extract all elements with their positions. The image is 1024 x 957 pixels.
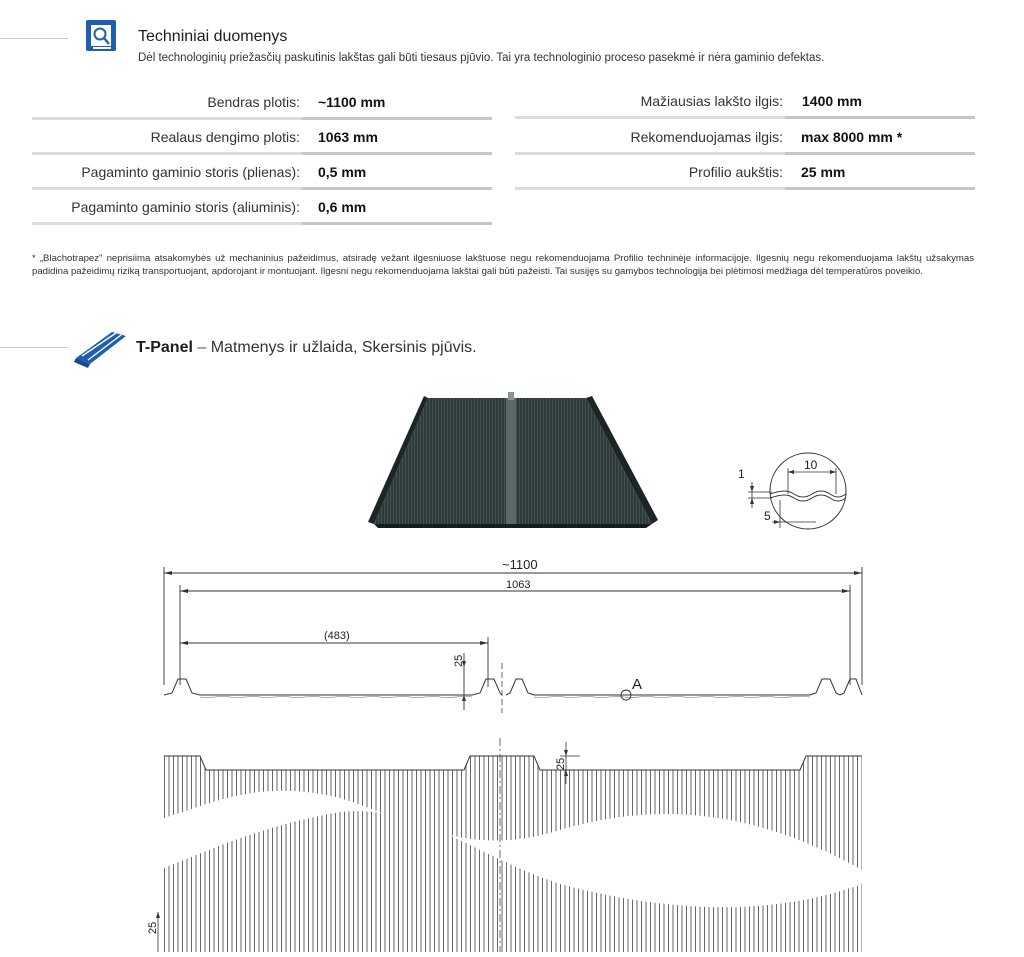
cross-section-drawing <box>150 555 880 715</box>
spec-label: Pagaminto gaminio storis (plienas): <box>81 164 300 180</box>
spec-value: 1400 mm <box>802 93 862 109</box>
dim-label: 25 <box>555 757 567 770</box>
section-subtitle: Dėl technologinių priežasčių paskutinis lakštas gali būti tiesaus pjūvio. Tai yra technologinio proceso pasekmė ir nėra gaminio defektas. <box>138 52 825 64</box>
spec-label: Realaus dengimo plotis: <box>150 129 300 145</box>
spec-row <box>32 156 492 190</box>
row-divider <box>32 117 492 120</box>
footnote: * „Blachotrapez" neprisiima atsakomybės už mechaninius pažeidimus, atsiradę vežant ilgesniuose lakštuose negu rekomenduojama Profilio techninėje informacijoje. Ilgesnių negu rekomenduojama lakštų užsakymas padidina pažeidimų riziką transportuojant, apdorojant ir montuojant. Ilgesni negu rekomenduojama lakštai gali būti pažeisti. Tai susijęs su gamybos technologija bei plėtimosi medžiaga dėl temperatūros poveikio. <box>32 253 974 277</box>
spec-value: ~1100 mm <box>318 94 386 110</box>
spec-value: 1063 mm <box>318 129 378 145</box>
dim-label: 1 <box>738 467 745 481</box>
spec-value: max 8000 mm * <box>801 129 903 145</box>
row-divider <box>32 222 492 225</box>
spec-row <box>515 85 975 119</box>
spec-value: 0,6 mm <box>318 199 367 215</box>
spec-value: 0,5 mm <box>318 164 367 180</box>
spec-row <box>32 86 492 120</box>
row-divider <box>32 187 492 190</box>
spec-value: 25 mm <box>801 164 846 180</box>
panel-subtitle: Matmenys ir užlaida, Skersinis pjūvis. <box>210 339 477 356</box>
spec-label: Profilio aukštis: <box>688 164 783 180</box>
spec-row <box>515 156 975 190</box>
product-image <box>368 392 658 532</box>
section-title: Techniniai duomenys <box>138 28 288 45</box>
roof-sheet-icon <box>74 330 130 370</box>
spec-row <box>515 121 975 155</box>
panel-name: T-Panel <box>136 339 193 356</box>
row-divider <box>515 152 975 155</box>
detail-marker: A <box>632 676 643 693</box>
spec-label: Mažiausias lakšto ilgis: <box>640 93 783 109</box>
dim-label: 10 <box>804 458 818 472</box>
title-dash: – <box>197 339 207 356</box>
overlap-drawing <box>140 734 870 952</box>
section-divider <box>0 347 68 348</box>
dim-label: 1063 <box>506 579 531 591</box>
row-divider <box>32 152 492 155</box>
panel-title <box>136 339 477 357</box>
detail-drawing <box>732 448 852 534</box>
dim-label: 25 <box>147 921 159 934</box>
spec-row <box>32 121 492 155</box>
dim-label: ~1100 <box>502 557 538 572</box>
dim-label: 5 <box>764 509 771 523</box>
row-divider <box>515 187 975 190</box>
document-search-icon <box>84 18 120 54</box>
spec-label: Bendras plotis: <box>207 94 300 110</box>
spec-row <box>32 191 492 225</box>
section-divider <box>0 38 68 39</box>
dim-label: (483) <box>324 630 350 642</box>
spec-label: Pagaminto gaminio storis (aliuminis): <box>71 199 300 215</box>
spec-label: Rekomenduojamas ilgis: <box>630 129 783 145</box>
row-divider <box>515 116 975 119</box>
dim-label: 25 <box>453 654 465 667</box>
